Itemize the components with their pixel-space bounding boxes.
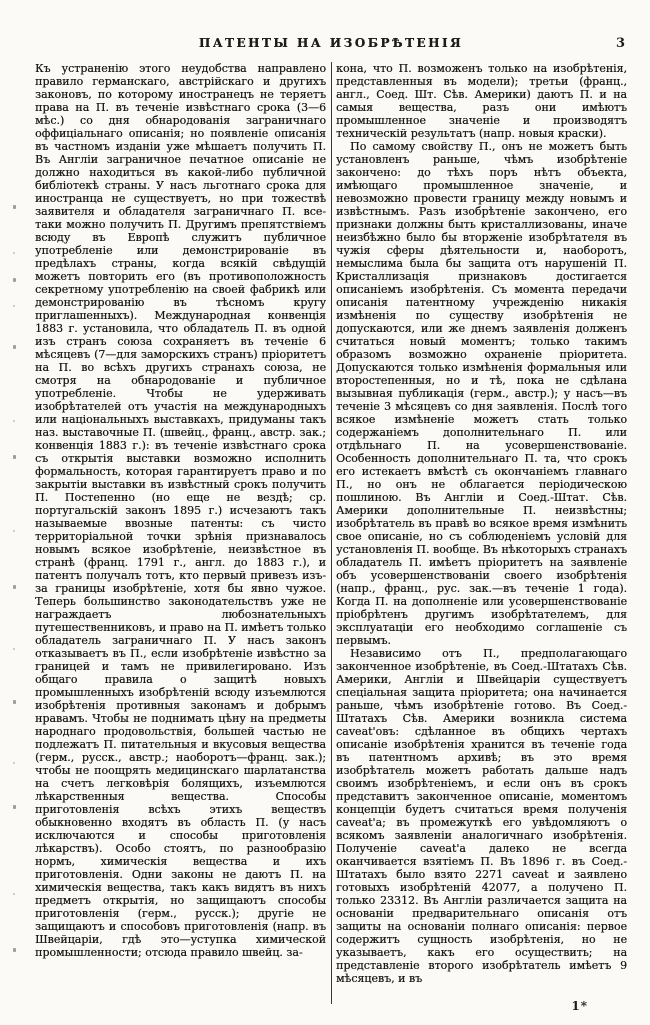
text-columns bbox=[35, 62, 627, 1010]
running-head bbox=[35, 36, 627, 54]
left-column-paragraph: Къ устраненію этого неудобства направлено правило германскаго, австрійскаго и другихъ законовъ, по которому иностранецъ не теряетъ права на П. въ теченіе извѣстнаго срока (3—6 мѣс.) со дня обнародованія заграничнаго оффиціальнаго описанія; но появленіе описанія въ частномъ изданіи уже мѣшаетъ получить П. Въ Англіи заграничное печатное описаніе не должно находиться въ какой-либо публичной библіотекѣ страны. У насъ льготнаго срока для иностранца не существуетъ, но при тожествѣ заявителя и обладателя заграничнаго П. все-таки можно получить П. Другимъ препятствіемъ всюду въ Европѣ служитъ публичное употребленіе или демонстрированіе въ предѣлахъ страны, когда всякій свѣдущій можетъ повторить его (въ противоположность секретному употребленію на своей фабрикѣ или демонстрированію въ тѣсномъ кругу приглашенныхъ). Международная конвенція 1883 г. установила, что обладатель П. въ одной изъ странъ союза сохраняетъ въ теченіе 6 мѣсяцевъ (7—для заморскихъ странъ) пріоритетъ на П. во всѣхъ другихъ странахъ союза, не смотря на обнародованіе и публичное употребленіе. Чтобы не удерживать изобрѣтателей отъ участія на международныхъ или національныхъ выставкахъ, придуманы такъ наз. выставочные П. (швейц., франц., австр. зак.; конвенція 1883 г.): въ теченіе извѣстнаго срока съ открытія выставки возможно исполнить формальность, которая гарантируетъ право и по закрытіи выставки въ извѣстный срокъ получить П. Постепенно (но еще не вездѣ; ср. португальскій законъ 1895 г.) исчезаютъ такъ называемые ввозные патенты: съ чисто территоріальной точки зрѣнія признавалось новымъ всякое изобрѣтеніе, неизвѣстное въ странѣ (франц. 1791 г., англ. до 1883 г.), и патентъ получалъ тотъ, кто первый привезъ изъ-за границы изобрѣтеніе, хотя бы явно чужое. Теперь большинство законодательствъ уже не награждаетъ любознательныхъ путешественниковъ, и право на П. имѣетъ только обладатель заграничнаго П. У насъ законъ отказываетъ въ П., если изобрѣтеніе извѣстно за границей и тамъ не привилегировано. Изъ общаго правила о защитѣ новыхъ промышленныхъ изобрѣтеній всюду изъемлются изобрѣтенія противныя законамъ и добрымъ нравамъ. Чтобы не поднимать цѣну на предметы народнаго продовольствія, большей частью не подлежатъ П. питательныя и вкусовыя вещества (герм., русск., австр.; наоборотъ—франц. зак.); чтобы не поощрять медицинскаго шарлатанства на счетъ легковѣрія болящихъ, изъемлются лѣкарственныя вещества. Способы приготовленія всѣхъ этихъ веществъ обыкновенно входятъ въ область П. (у насъ исключаются и способы приготовленія лѣкарствъ). Особо стоятъ, по разнообразію нормъ, химическія вещества и ихъ приготовленія. Одни законы не даютъ П. на химическія вещества, такъ какъ видятъ въ нихъ предметъ открытія, но защищаютъ способы приготовленія (герм., русск.); другіе не защищаютъ и способовъ приготовленія (напр. въ Швейцаріи, гдѣ это—уступка химической промышленности; отсюда правило швейц. за- bbox=[35, 62, 326, 959]
scan-speckle bbox=[13, 455, 16, 459]
scan-speckle bbox=[13, 530, 15, 532]
page-title: ПАТЕНТЫ НА ИЗОБРѢТЕНІЯ bbox=[198, 36, 464, 50]
scan-speckle bbox=[13, 278, 16, 282]
column-divider-rule bbox=[331, 62, 332, 1004]
scan-speckle bbox=[13, 585, 16, 589]
scan-speckle bbox=[13, 948, 16, 952]
scan-speckle bbox=[13, 420, 15, 422]
scan-speckle bbox=[13, 805, 16, 809]
scan-artifacts bbox=[0, 0, 20, 1025]
right-column bbox=[336, 62, 627, 1010]
scan-speckle bbox=[13, 893, 15, 895]
right-column-paragraph-3: Независимо отъ П., предполагающаго законченное изобрѣтеніе, въ Соед.-Штатахъ Сѣв. Америки, Англіи и Швейцаріи существуетъ спеціальная защита пріоритета; она начинается раньше, чѣмъ изобрѣтеніе готово. Въ Соед.-Штатахъ Сѣв. Америки возникла система caveat'овъ: сдѣланное въ общихъ чертахъ описаніе изобрѣтенія хранится въ теченіе года въ патентномъ архивѣ; въ это время изобрѣтатель можетъ работать дальше надъ своимъ изобрѣтеніемъ, и если онъ въ срокъ представитъ законченное описаніе, моментомъ концепціи будетъ считаться время полученія caveat'а; въ промежуткѣ его увѣдомляютъ о всякомъ заявленіи аналогичнаго изобрѣтенія. Полученіе caveat'а далеко не всегда оканчивается взятіемъ П. Въ 1896 г. въ Соед.-Штатахъ было взято 2271 caveat и заявлено готовыхъ изобрѣтеній 42077, а получено П. только 23312. Въ Англіи различается защита на основаніи предварительнаго описанія отъ защиты на основаніи полнаго описанія: первое содержитъ сущность изобрѣтенія, но не указываетъ, какъ его осуществить; на представленіе второго изобрѣтатель имѣетъ 9 мѣсяцевъ, и въ bbox=[336, 647, 627, 985]
scan-speckle bbox=[13, 345, 16, 349]
scan-speckle bbox=[13, 305, 15, 307]
scan-speckle bbox=[13, 648, 15, 650]
scan-speckle bbox=[13, 762, 15, 764]
scan-speckle bbox=[13, 700, 16, 704]
left-column bbox=[35, 62, 326, 1010]
scan-speckle bbox=[13, 205, 16, 209]
scan-speckle bbox=[13, 252, 15, 254]
page-number: 3 bbox=[615, 36, 625, 51]
signature-mark: 1* bbox=[571, 999, 588, 1013]
right-column-paragraph-continuation: кона, что П. возможенъ только на изобрѣтенія, представленныя въ модели); третьи (франц., англ., Соед. Шт. Сѣв. Америки) даютъ П. и на самыя вещества, разъ они имѣютъ промышленное значеніе и производятъ техническій результатъ (напр. новыя краски). bbox=[336, 62, 627, 140]
right-column-paragraph-2: По самому свойству П., онъ не можетъ быть установленъ раньше, чѣмъ изобрѣтеніе закончено: до тѣхъ поръ нѣтъ объекта, имѣющаго промышленное значеніе, и невозможно провести границу между новымъ и извѣстнымъ. Разъ изобрѣтеніе закончено, его признаки должны быть кристаллизованы, иначе неизбѣжно было бы вторженіе изобрѣтателя въ чужія сферы дѣятельности и, наоборотъ, немыслима была бы защита отъ нарушеній П. Кристаллизація признаковъ достигается описаніемъ изобрѣтенія. Съ момента передачи описанія патентному учрежденію никакія измѣненія по существу изобрѣтенія не допускаются, или же днемъ заявленія долженъ считаться новый моментъ; только такимъ образомъ возможно охраненіе пріоритета. Допускаются только измѣненія формальныя или второстепенныя, но и тѣ, пока не сдѣлана вызывная публикація (герм., австр.); у насъ—въ теченіе 3 мѣсяцевъ со дня заявленія. Послѣ того всякое измѣненіе можетъ стать только содержаніемъ дополнительнаго П. или отдѣльнаго П. на усовершенствованіе. Особенность дополнительнаго П. та, что срокъ его истекаетъ вмѣстѣ съ окончаніемъ главнаго П., но онъ не облагается періодическою пошлиною. Въ Англіи и Соед.-Штат. Сѣв. Америки дополнительные П. неизвѣстны; изобрѣтатель въ правѣ во всякое время измѣнить свое описаніе, но съ соблюденіемъ условій для установленія П. вообще. Въ нѣкоторыхъ странахъ обладатель П. имѣетъ пріоритетъ на заявленіе объ усовершенствованіи своего изобрѣтенія (напр., франц., рус. зак.—въ теченіе 1 года). Когда П. на дополненіе или усовершенствованіе пріобрѣтенъ другимъ изобрѣтателемъ, для эксплуатаціи его необходимо соглашеніе съ первымъ. bbox=[336, 140, 627, 647]
